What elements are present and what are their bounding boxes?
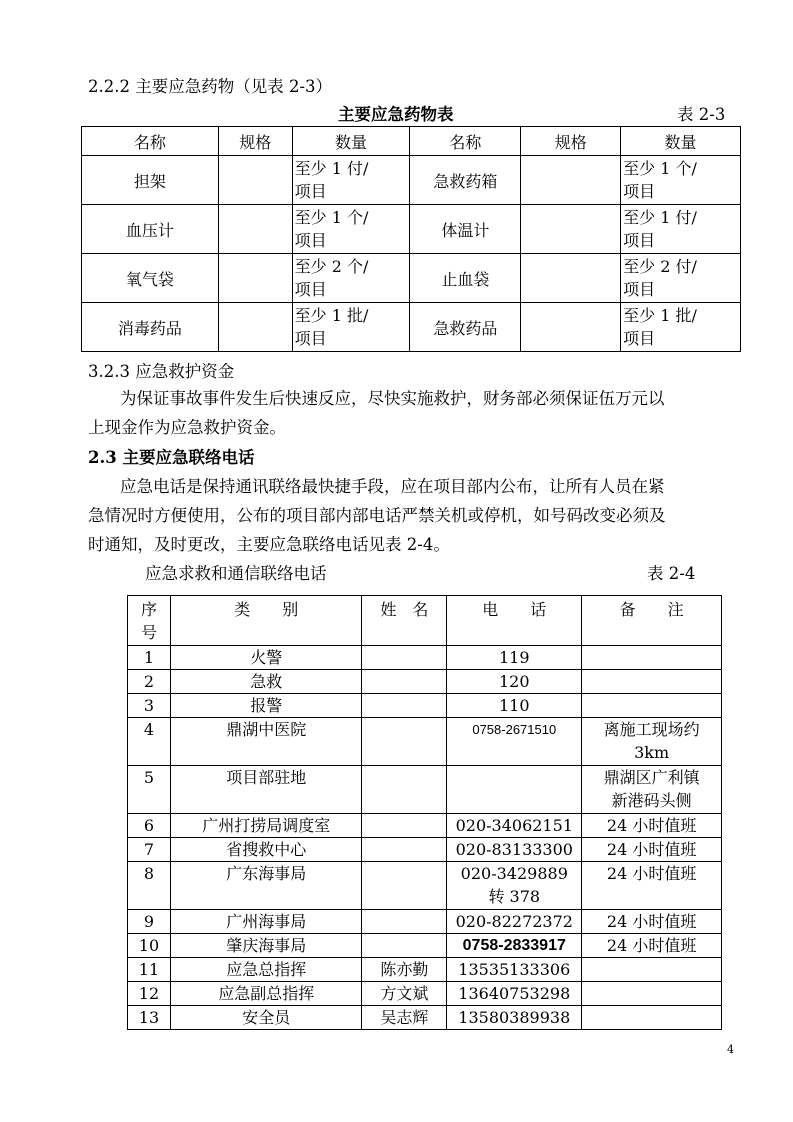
contact-name xyxy=(362,670,447,694)
contact-category: 火警 xyxy=(170,646,362,670)
header-cell: 名称 xyxy=(82,127,219,156)
contact-note: 鼎湖区广利镇 新港码头侧 xyxy=(582,766,722,814)
item-name: 急救药品 xyxy=(410,303,521,352)
item-quantity: 至少 1 付/ 项目 xyxy=(621,205,741,254)
item-spec xyxy=(218,156,292,205)
table-row xyxy=(82,205,741,254)
table-row xyxy=(128,814,722,838)
contact-name xyxy=(362,814,447,838)
contact-phone: 13580389938 xyxy=(447,1006,582,1030)
contact-note: 24 小时值班 xyxy=(582,910,722,934)
contact-name xyxy=(362,646,447,670)
contact-category: 省搜救中心 xyxy=(170,838,362,862)
header-cell: 规格 xyxy=(218,127,292,156)
paragraph-line: 为保证事故事件发生后快速反应，尽快实施救护，财务部必须保证伍万元以 xyxy=(120,389,665,408)
contact-name: 陈亦勤 xyxy=(362,958,447,982)
item-spec xyxy=(218,254,292,303)
item-quantity: 至少 1 个/ 项目 xyxy=(621,156,741,205)
contact-category: 肇庆海事局 xyxy=(170,934,362,958)
contact-note: 24 小时值班 xyxy=(582,934,722,958)
section-heading-3-2-3: 3.2.3 应急救护资金 xyxy=(88,362,235,381)
contact-name: 方文斌 xyxy=(362,982,447,1006)
header-cell: 电 话 xyxy=(447,596,582,646)
paragraph-line: 时通知，及时更改，主要应急联络电话见表 2-4。 xyxy=(88,535,450,554)
contact-category: 鼎湖中医院 xyxy=(170,718,362,766)
item-name: 急救药箱 xyxy=(410,156,521,205)
paragraph-line: 上现金作为应急救护资金。 xyxy=(88,418,286,437)
table-row xyxy=(128,1006,722,1030)
contact-category: 广州打捞局调度室 xyxy=(170,814,362,838)
item-spec xyxy=(521,205,621,254)
header-cell: 姓 名 xyxy=(362,596,447,646)
contact-note: 离施工现场约 3km xyxy=(582,718,722,766)
contact-name xyxy=(362,718,447,766)
contact-phone: 020-34062151 xyxy=(447,814,582,838)
contact-name xyxy=(362,838,447,862)
section-heading-2-3: 2.3 主要应急联络电话 xyxy=(88,448,255,467)
contact-note xyxy=(582,958,722,982)
contact-phone: 120 xyxy=(447,670,582,694)
item-name: 氧气袋 xyxy=(82,254,219,303)
contact-category: 广东海事局 xyxy=(170,862,362,910)
contact-phone: 13535133306 xyxy=(447,958,582,982)
item-quantity: 至少 2 个/ 项目 xyxy=(292,254,410,303)
contact-category: 安全员 xyxy=(170,1006,362,1030)
row-number: 4 xyxy=(128,718,171,766)
row-number: 12 xyxy=(128,982,171,1006)
contact-category: 项目部驻地 xyxy=(170,766,362,814)
item-name: 血压计 xyxy=(82,205,219,254)
contact-category: 应急副总指挥 xyxy=(170,982,362,1006)
contact-note: 24 小时值班 xyxy=(582,862,722,910)
contact-phone: 020-3429889 转 378 xyxy=(447,862,582,910)
item-quantity: 至少 1 付/ 项目 xyxy=(292,156,410,205)
table-row xyxy=(128,838,722,862)
contact-category: 急救 xyxy=(170,670,362,694)
row-number: 8 xyxy=(128,862,171,910)
contact-note xyxy=(582,670,722,694)
table-row xyxy=(128,718,722,766)
table-row xyxy=(82,254,741,303)
item-spec xyxy=(218,205,292,254)
item-name: 担架 xyxy=(82,156,219,205)
table-row xyxy=(128,670,722,694)
contact-name xyxy=(362,934,447,958)
row-number: 11 xyxy=(128,958,171,982)
item-quantity: 至少 1 批/ 项目 xyxy=(292,303,410,352)
table-row xyxy=(128,958,722,982)
table-row xyxy=(128,982,722,1006)
contact-name: 吴志辉 xyxy=(362,1006,447,1030)
contact-phone: 0758-2833917 xyxy=(447,934,582,958)
contact-phone: 020-82272372 xyxy=(447,910,582,934)
emergency-medicine-table xyxy=(81,126,741,352)
row-number: 1 xyxy=(128,646,171,670)
table-row xyxy=(128,934,722,958)
table2-title: 应急求救和通信联络电话 xyxy=(145,564,327,583)
header-cell: 名称 xyxy=(410,127,521,156)
table1-title: 主要应急药物表 xyxy=(338,105,454,124)
contact-name xyxy=(362,862,447,910)
row-number: 6 xyxy=(128,814,171,838)
row-number: 9 xyxy=(128,910,171,934)
item-spec xyxy=(521,156,621,205)
contact-note: 24 小时值班 xyxy=(582,814,722,838)
contact-note xyxy=(582,646,722,670)
table-row xyxy=(128,862,722,910)
header-cell: 序 号 xyxy=(128,596,171,646)
contact-phone xyxy=(447,766,582,814)
table-row xyxy=(128,694,722,718)
header-cell: 数量 xyxy=(621,127,741,156)
paragraph-line: 急情况时方便使用，公布的项目部内部电话严禁关机或停机，如号码改变必须及 xyxy=(88,506,666,525)
contact-category: 应急总指挥 xyxy=(170,958,362,982)
contact-name xyxy=(362,910,447,934)
section-heading-2-2-2: 2.2.2 主要应急药物（见表 2-3） xyxy=(88,77,333,96)
table-row xyxy=(82,156,741,205)
table1-number: 表 2-3 xyxy=(677,105,726,124)
table-row xyxy=(128,910,722,934)
header-cell: 类 别 xyxy=(170,596,362,646)
page-number: 4 xyxy=(727,1043,734,1056)
header-cell: 数量 xyxy=(292,127,410,156)
item-name: 消毒药品 xyxy=(82,303,219,352)
item-quantity: 至少 1 个/ 项目 xyxy=(292,205,410,254)
row-number: 5 xyxy=(128,766,171,814)
table2-number: 表 2-4 xyxy=(647,564,696,583)
contact-note xyxy=(582,982,722,1006)
contact-note xyxy=(582,694,722,718)
contact-phone: 13640753298 xyxy=(447,982,582,1006)
header-cell: 规格 xyxy=(521,127,621,156)
contact-note xyxy=(582,1006,722,1030)
item-quantity: 至少 2 付/ 项目 xyxy=(621,254,741,303)
row-number: 10 xyxy=(128,934,171,958)
contact-name xyxy=(362,766,447,814)
contact-phone: 110 xyxy=(447,694,582,718)
table-row xyxy=(82,303,741,352)
contact-note: 24 小时值班 xyxy=(582,838,722,862)
item-name: 体温计 xyxy=(410,205,521,254)
item-spec xyxy=(218,303,292,352)
contact-phone: 119 xyxy=(447,646,582,670)
contact-category: 报警 xyxy=(170,694,362,718)
item-quantity: 至少 1 批/ 项目 xyxy=(621,303,741,352)
item-spec xyxy=(521,303,621,352)
contact-category: 广州海事局 xyxy=(170,910,362,934)
row-number: 3 xyxy=(128,694,171,718)
row-number: 13 xyxy=(128,1006,171,1030)
row-number: 2 xyxy=(128,670,171,694)
table-row xyxy=(128,766,722,814)
emergency-contact-table xyxy=(127,595,722,1030)
table-header-row xyxy=(128,596,722,646)
header-cell: 备 注 xyxy=(582,596,722,646)
row-number: 7 xyxy=(128,838,171,862)
table-header-row xyxy=(82,127,741,156)
contact-phone: 0758-2671510 xyxy=(447,718,582,766)
contact-phone: 020-83133300 xyxy=(447,838,582,862)
item-spec xyxy=(521,254,621,303)
contact-name xyxy=(362,694,447,718)
item-name: 止血袋 xyxy=(410,254,521,303)
table-row xyxy=(128,646,722,670)
paragraph-line: 应急电话是保持通讯联络最快捷手段，应在项目部内公布，让所有人员在紧 xyxy=(120,477,665,496)
